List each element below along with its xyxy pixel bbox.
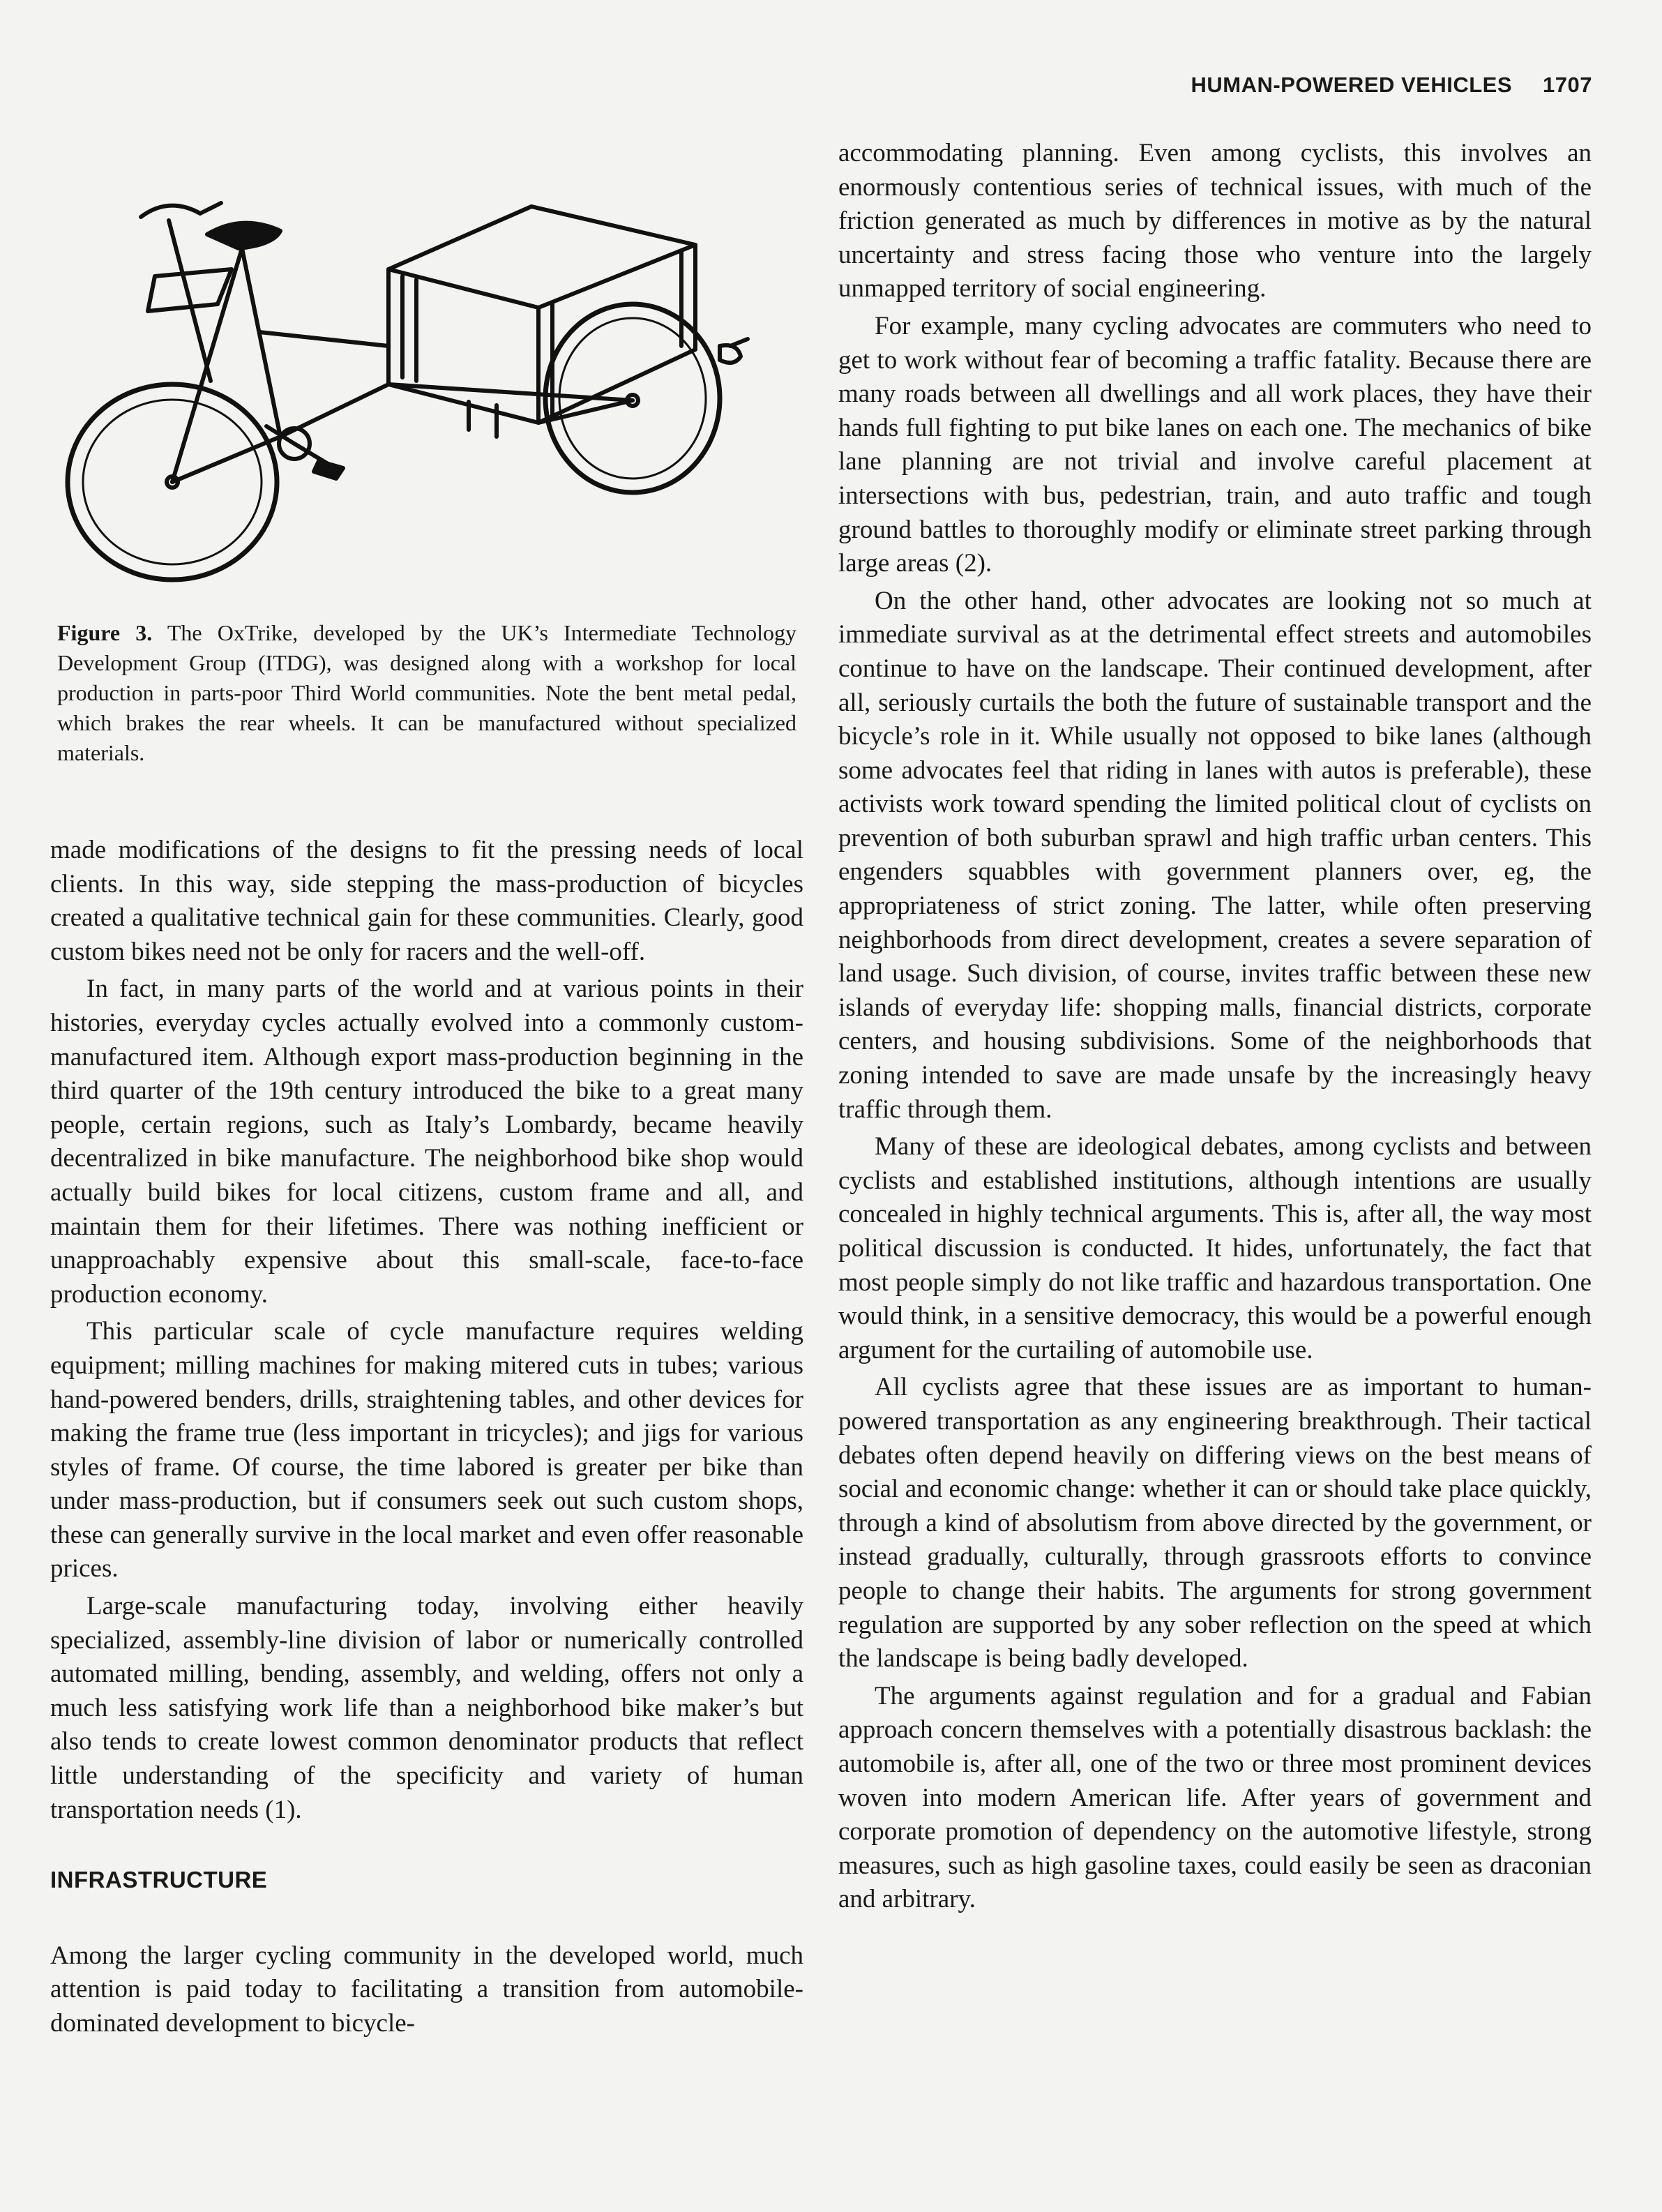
paragraph: In fact, in many parts of the world and at various points in their histories, everyday cycles actually evolved into a commonly custom-manufactured item. Although export mass-production beginning in the third quarter of the 19th century introduced the bike to a great many people, certain regions, such as Italy’s Lombardy, became heavily decentralized in bike manufacture. The neighborhood bike shop would actually build bikes for local citizens, custom frame and all, and maintain them for their lifetimes. There was nothing inefficient or unapproachably expensive about this small-scale, face-to-face production economy.	[50, 975, 803, 1309]
running-head	[1191, 73, 1592, 98]
figure-caption	[57, 618, 796, 768]
paragraph: made modifications of the designs to fit the pressing needs of local clients. In this way, side stepping the mass-production of bicycles created a qualitative technical gain for these communities. Clearly, good custom bikes need not be only for racers and the well-off.	[50, 836, 803, 966]
paragraph: For example, many cycling advocates are commuters who need to get to work without fear of becoming a traffic fatality. Because there are many roads between all dwellings and all work places, they have their hands full fighting to put bike lanes on each one. The mechanics of bike lane planning are not trivial and involve careful placement at intersections with bus, pedestrian, train, and auto traffic and tough ground battles to thoroughly modify or eliminate street parking through large areas (2).	[838, 311, 1592, 578]
paragraph: This particular scale of cycle manufacture requires welding equipment; milling machines for making mitered cuts in tubes; various hand-powered benders, drills, straightening tables, and other devices for making the frame true (less important in tricycles); and jigs for various styles of frame. Of course, the time labored is greater per bike than under mass-production, but if consumers seek out such custom shops, these can generally survive in the local market and even offer reasonable prices.	[50, 1317, 803, 1583]
paragraph: All cyclists agree that these issues are as important to human-powered transportation as any engineering breakthrough. Their tactical debates often depend heavily on differing views on the best means of social and economic change: whether it can or should take place quickly, through a kind of absolutism from above directed by the government, or instead gradually, culturally, through grassroots efforts to convince people to change their habits. The arguments for strong government regulation are supported by any sober reflection on the speed at which the landscape is being badly developed.	[838, 1373, 1592, 1673]
figure-caption-text: The OxTrike, developed by the UK’s Intermediate Technology Development Group (ITDG), was designed along with a workshop for local production in parts-poor Third World communities. Note the bent metal pedal, which brakes the rear wheels. It can be manufactured without specialized materials.	[57, 620, 797, 765]
figure-label: Figure 3.	[57, 620, 153, 645]
section-heading: INFRASTRUCTURE	[50, 1867, 268, 1893]
paragraph: Among the larger cycling community in the developed world, much attention is paid today to facilitating a transition from automobile-dominated development to bicycle-	[50, 1941, 803, 2038]
figure-3	[50, 137, 803, 597]
paragraph: Large-scale manufacturing today, involving either heavily specialized, assembly-line division of labor or numerically controlled automated milling, bending, assembly, and welding, offers not only a much less satisfying work life than a neighborhood bike maker’s but also tends to create lowest common denominator products that reflect little understanding of the specificity and variety of human transportation needs (1).	[50, 1592, 803, 1824]
paragraph: accommodating planning. Even among cyclists, this involves an enormously contentious series of technical issues, with much of the friction generated as much by differences in motive as by the natural uncertainty and stress facing those who venture into the largely unmapped territory of social engineering.	[838, 139, 1592, 303]
paragraph: On the other hand, other advocates are looking not so much at immediate survival as at the detrimental effect streets and automobiles continue to have on the landscape. Their continued development, after all, seriously curtails the both the future of sustainable transport and the bicycle’s role in it. While usually not opposed to bike lanes (although some advocates feel that riding in lanes with autos is preferable), these activists work toward spending the limited political clout of cyclists on prevention of both suburban sprawl and high traffic urban centers. This engenders squabbles with government planners over, eg, the appropriateness of strict zoning. The latter, while often preserving neighborhoods from direct development, creates a severe separation of land usage. Such division, of course, invites traffic between these new islands of everyday life: shopping malls, financial districts, corporate centers, and housing subdivisions. Some of the neighborhoods that zoning intended to save are made unsafe by the increasingly heavy traffic through them.	[838, 586, 1592, 1124]
running-title: HUMAN-POWERED VEHICLES	[1191, 73, 1513, 97]
paragraph: The arguments against regulation and for a gradual and Fabian approach concern themselves with a potentially disastrous backlash: the automobile is, after all, one of the two or three most prominent devices woven into modern American life. After years of government and corporate promotion of dependency on the automotive lifestyle, strong measures, such as high gasoline taxes, could easily be seen as draconian and arbitrary.	[838, 1681, 1592, 1914]
oxtrike-illustration	[50, 137, 803, 597]
left-column	[50, 137, 803, 2041]
page-number: 1707	[1543, 73, 1592, 97]
paragraph: Many of these are ideological debates, among cyclists and between cyclists and established institutions, although intentions are usually concealed in highly technical arguments. This is, after all, the way most political discussion is conducted. It hides, unfortunately, the fact that most people simply do not like traffic and hazardous transportation. One would think, in a sensitive democracy, this would be a powerful enough argument for the curtailing of automobile use.	[838, 1132, 1592, 1364]
right-column	[838, 137, 1592, 1917]
